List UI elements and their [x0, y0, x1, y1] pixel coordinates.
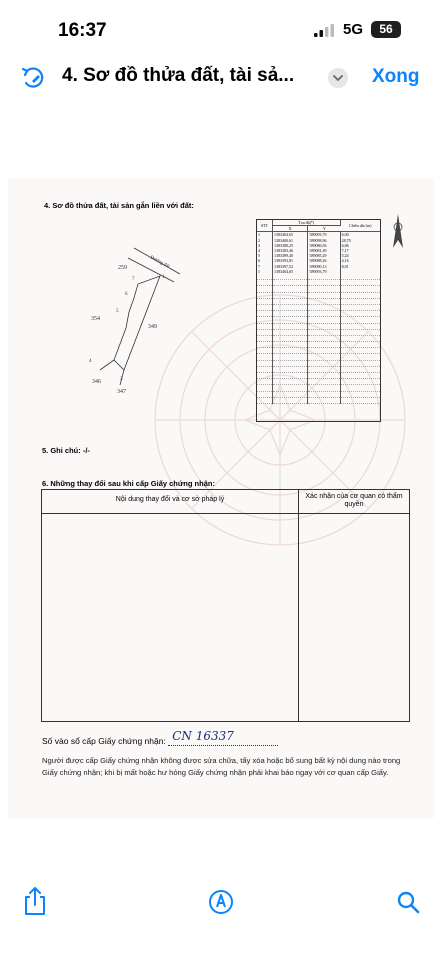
- pen-markup-icon[interactable]: [208, 889, 234, 915]
- changes-col-confirm: Xác nhận của cơ quan có thẩm quyền: [305, 493, 403, 508]
- table-cell: 1: [257, 269, 273, 274]
- section-4-title: 4. Sơ đồ thửa đất, tài sản gắn liền với đất:: [44, 201, 194, 210]
- table-cell: 1383404,65: [273, 269, 308, 274]
- footer-note: Người được cấp Giấy chứng nhận không được sửa chữa, tẩy xóa hoặc bổ sung bất kỳ nội dung nào trong Giấy chứng nhận; khi bị mất hoặc hư hỏng Giấy chứng nhận phải khai báo ngay với cơ quan cấp Giấy.: [42, 756, 401, 777]
- table-cell: 1383380,25: [273, 243, 308, 248]
- parcel-label: 259: [118, 265, 127, 271]
- col-y: Y: [308, 226, 340, 232]
- parcel-label: 346: [92, 379, 101, 385]
- parcel-label: 349: [148, 324, 157, 330]
- point-label: 3: [120, 377, 123, 382]
- document-title[interactable]: 4. Sơ đồ thửa đất, tài sả...: [62, 65, 295, 86]
- changes-table: [41, 489, 410, 722]
- coordinate-table: [256, 219, 381, 422]
- point-label: 5: [116, 309, 119, 314]
- table-cell: 589086,56: [308, 243, 340, 248]
- point-label: 1: [162, 275, 165, 280]
- registration-line: [42, 729, 278, 746]
- point-label: 7: [132, 277, 135, 282]
- road-label: Đường đất: [149, 255, 171, 270]
- table-cell: 7: [257, 264, 273, 269]
- col-length: Chiều dài (m): [340, 220, 380, 232]
- parcel-map: [80, 240, 190, 400]
- section-5-title: 5. Ghi chú: -/-: [42, 446, 90, 455]
- table-cell: [273, 397, 308, 403]
- table-cell: 1383389,40: [273, 253, 308, 258]
- table-cell: 1: [257, 232, 273, 238]
- table-cell: 4,16: [341, 258, 349, 264]
- table-cell: 589098,96: [308, 238, 340, 243]
- done-button[interactable]: Xong: [372, 66, 420, 87]
- table-cell: 589090,13: [308, 264, 340, 269]
- table-cell: 5: [257, 253, 273, 258]
- table-cell: 6,00: [341, 232, 349, 238]
- table-cell: 6,06: [341, 242, 349, 248]
- table-cell: 1383383,46: [273, 248, 308, 253]
- table-cell: 3: [257, 243, 273, 248]
- table-cell: 6: [257, 258, 273, 263]
- table-cell: [308, 397, 340, 403]
- table-cell: [257, 397, 273, 403]
- point-label: 4: [89, 359, 92, 364]
- share-icon[interactable]: [22, 886, 48, 916]
- table-cell: 1383400,61: [273, 238, 308, 243]
- table-cell: 5,24: [341, 253, 349, 259]
- chevron-down-icon: [328, 68, 348, 88]
- registration-number: CN 16337: [172, 729, 234, 743]
- table-cell: 4: [257, 248, 273, 253]
- network-type: 5G: [343, 21, 364, 38]
- table-cell: 589088,26: [308, 258, 340, 263]
- parcel-label: 354: [91, 316, 100, 322]
- clock: 16:37: [58, 20, 107, 41]
- table-cell: 1383404,65: [273, 232, 308, 238]
- coord-header: Tọa độ(*): [273, 220, 341, 226]
- signal-icon: [314, 24, 336, 37]
- table-cell: 8,01: [341, 263, 349, 269]
- markup-icon[interactable]: [22, 67, 48, 91]
- north-arrow-icon: [391, 212, 405, 252]
- title-menu-button[interactable]: [328, 68, 348, 88]
- status-bar: [0, 0, 442, 55]
- table-cell: 589081,49: [308, 248, 340, 253]
- table-cell: 7,17: [341, 248, 349, 254]
- col-stt: STT: [257, 220, 273, 232]
- empty-table-row: [257, 397, 380, 403]
- point-label: 6: [125, 292, 128, 297]
- search-icon[interactable]: [396, 890, 420, 914]
- changes-col-content: Nội dung thay đổi và cơ sở pháp lý: [115, 496, 225, 503]
- table-cell: 1383397,52: [273, 264, 308, 269]
- table-cell: [340, 397, 380, 403]
- col-x: X: [273, 226, 308, 232]
- table-cell: 1383393,81: [273, 258, 308, 263]
- section-6-title: 6. Những thay đổi sau khi cấp Giấy chứng nhận:: [42, 479, 215, 488]
- table-cell: 2: [257, 238, 273, 243]
- registration-label: Số vào sổ cấp Giấy chứng nhận:: [42, 736, 166, 746]
- parcel-label: 347: [117, 389, 126, 395]
- table-cell: 589093,79: [308, 232, 340, 238]
- table-cell: 28,70: [341, 237, 351, 243]
- table-cell: 589093,79: [308, 269, 340, 274]
- table-cell: 589085,29: [308, 253, 340, 258]
- battery-icon: 56: [371, 21, 401, 38]
